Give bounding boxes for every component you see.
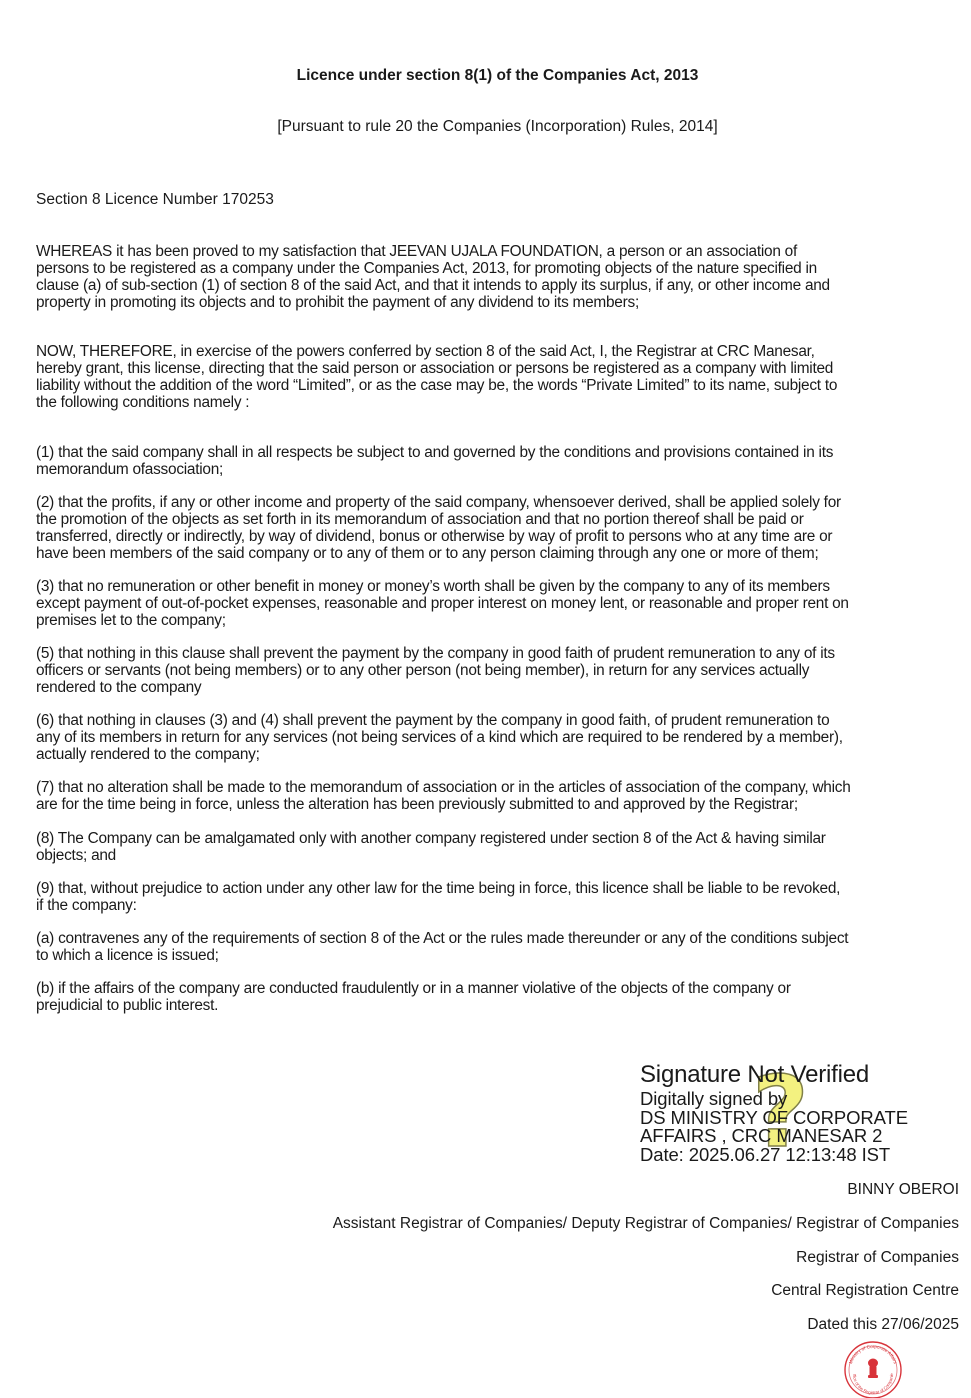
- signature-status: Signature Not Verified: [640, 1061, 870, 1088]
- whereas-paragraph: WHEREAS it has been proved to my satisfaction that JEEVAN UJALA FOUNDATION, a person or an association of persons to be registered as a company under the Companies Act, 2013, for promoting objects of the nature specified in clause (a) of sub-section (1) of section 8 of the said Act, and that it intends to apply its surplus, if any, or other income and property in promoting its objects and to prohibit the payment of any dividend to its members;: [36, 243, 830, 311]
- signature-date: Date: 2025.06.27 12:13:48 IST: [640, 1143, 891, 1165]
- condition-7: (7) that no alteration shall be made to the memorandum of association or in the articles of association of the company, which are for the time being in force, unless the alteration has been previously submitted to and approved by the Registrar;: [36, 779, 851, 813]
- ministry-seal-icon: [838, 1338, 908, 1398]
- document-title: Licence under section 8(1) of the Companies Act, 2013: [296, 67, 699, 84]
- signatory-centre: Central Registration Centre: [771, 1282, 959, 1299]
- signed-by-label: Digitally signed by: [640, 1088, 788, 1109]
- condition-2: (2) that the profits, if any or other income and property of the said company, whensoever derived, shall be applied solely for the promotion of the objects as set forth in its memorandum of association and that no portion thereof shall be paid or transferred, directly or indirectly, by way of dividend, bonus or otherwise by way of profit to persons who at any time are or have been members of the said company or to any of them or to any person claiming through any one or more of them;: [36, 494, 841, 562]
- digital-signature-block[interactable]: [640, 1056, 940, 1170]
- signatory-designation: Assistant Registrar of Companies/ Deputy Registrar of Companies/ Registrar of Companies: [332, 1215, 959, 1232]
- condition-9b: (b) if the affairs of the company are conducted fraudulently or in a manner violative of the objects of the company or prejudicial to public interest.: [36, 980, 791, 1014]
- document-subtitle: [Pursuant to rule 20 the Companies (Incorporation) Rules, 2014]: [277, 118, 718, 135]
- signer-line-2: AFFAIRS , CRC MANESAR 2: [640, 1125, 883, 1146]
- seal-text-top: Ministry of Corporate Affairs: [847, 1343, 899, 1365]
- emblem-icon: [868, 1359, 878, 1379]
- licence-number: Section 8 Licence Number 170253: [36, 191, 274, 208]
- signer-line-1: DS MINISTRY OF CORPORATE: [640, 1106, 908, 1128]
- condition-3: (3) that no remuneration or other benefit in money or money’s worth shall be given by the company to any of its members except payment of out-of-pocket expenses, reasonable and proper interest on money lent, or reasonable and proper rent on premises let to the company;: [36, 578, 849, 629]
- condition-6: (6) that nothing in clauses (3) and (4) shall prevent the payment by the company in good faith, of prudent remuneration to any of its members in return for any services (not being services of a kind which are required to be rendered by a member), actually rendered to the company;: [36, 712, 843, 763]
- condition-1: (1) that the said company shall in all respects be subject to and governed by the conditions and provisions contained in its memorandum ofassociation;: [36, 444, 834, 478]
- question-mark-icon: ?: [752, 1056, 809, 1170]
- signatory-office: Registrar of Companies: [796, 1249, 959, 1266]
- condition-5: (5) that nothing in this clause shall prevent the payment by the company in good faith of prudent remuneration to any of its officers or servants (not being members) or to any other person (not being member), in return for any services actually rendered to the company: [36, 645, 835, 696]
- condition-8: (8) The Company can be amalgamated only with another company registered under section 8 of the Act & having similar objects; and: [36, 830, 826, 864]
- condition-9: (9) that, without prejudice to action under any other law for the time being in force, this licence shall be liable to be revoked, if the company:: [36, 880, 841, 914]
- now-therefore-paragraph: NOW, THEREFORE, in exercise of the powers conferred by section 8 of the said Act, I, the Registrar at CRC Manesar, hereby grant, this license, directing that the said person or association or persons be registered as a company with limited liability without the addition of the word “Limited”, or as the case may be, the words “Private Limited” to its name, subject to the following conditions namely :: [36, 343, 838, 411]
- dated-line: Dated this 27/06/2025: [807, 1316, 959, 1333]
- condition-9a: (a) contravenes any of the requirements of section 8 of the Act or the rules made thereunder or any of the conditions subject to which a licence is issued;: [36, 930, 849, 964]
- seal-text-bottom: ffice of the Registrar of Companie: [851, 1373, 895, 1396]
- signatory-name: BINNY OBEROI: [847, 1181, 959, 1198]
